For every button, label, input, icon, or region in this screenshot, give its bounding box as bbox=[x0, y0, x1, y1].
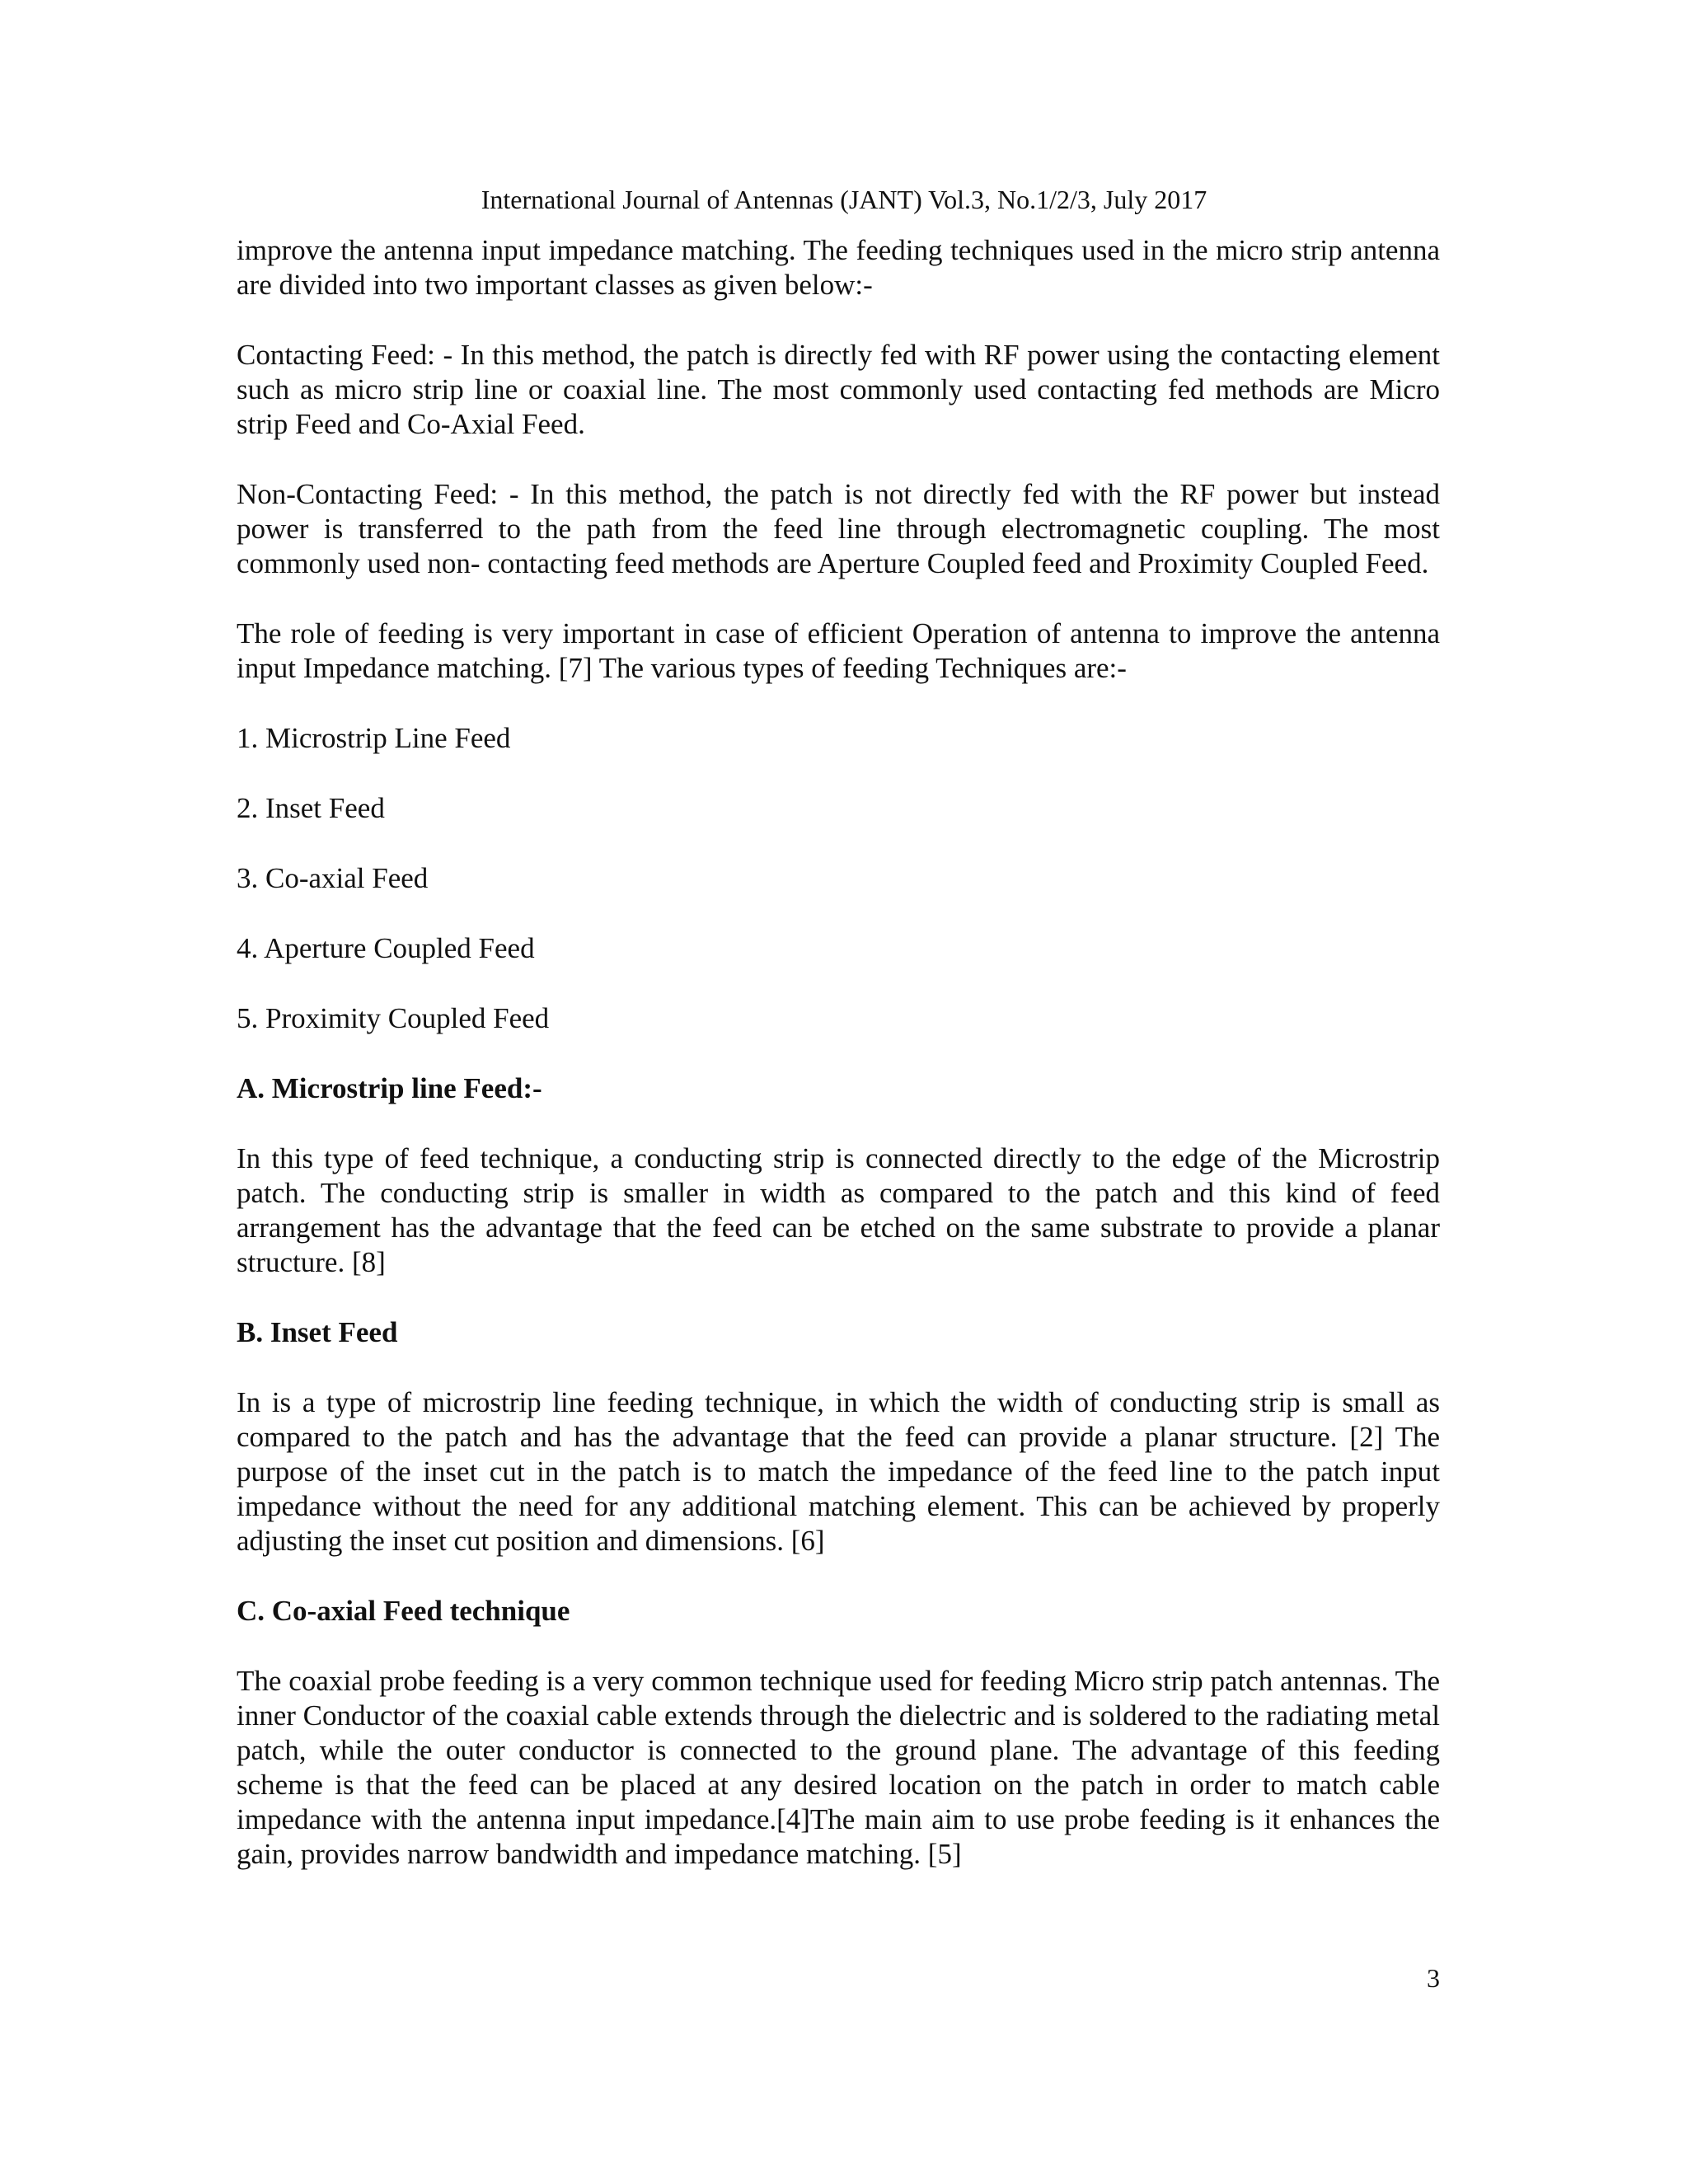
feeding-role-paragraph: The role of feeding is very important in case of efficient Operation of antenna to improve the antenna input Impedance matching. [7] The various types of feeding Techniques are:- bbox=[237, 617, 1440, 684]
list-item: 2. Inset Feed bbox=[237, 792, 385, 824]
contacting-feed-paragraph: Contacting Feed: - In this method, the patch is directly fed with RF power using the contacting element such as micro strip line or coaxial line. The most commonly used contacting fed methods are Micro strip Feed and Co-Axial Feed. bbox=[237, 339, 1440, 440]
section-heading-inset: B. Inset Feed bbox=[237, 1316, 398, 1348]
section-body-inset: In is a type of microstrip line feeding technique, in which the width of conducting strip is small as compared to the patch and has the advantage that the feed can provide a planar structure. [2] The purpose of the inset cut in the patch is to match the impedance of the feed line to the patch input impedance without the need for any additional matching element. This can be achieved by properly adjusting the inset cut position and dimensions. [6] bbox=[237, 1386, 1440, 1557]
section-body-microstrip: In this type of feed technique, a conducting strip is connected directly to the edge of the Microstrip patch. The conducting strip is smaller in width as compared to the patch and this kind of feed arrangement has the advantage that the feed can be etched on the same substrate to provide a planar structure. [8] bbox=[237, 1142, 1440, 1278]
list-item: 5. Proximity Coupled Feed bbox=[237, 1002, 550, 1034]
section-heading-microstrip: A. Microstrip line Feed:- bbox=[237, 1072, 542, 1104]
feed-types-list bbox=[237, 721, 1440, 1036]
intro-paragraph: improve the antenna input impedance matching. The feeding techniques used in the micro strip antenna are divided into two important classes as given below:- bbox=[237, 234, 1440, 301]
running-header: International Journal of Antennas (JANT) Vol.3, No.1/2/3, July 2017 bbox=[481, 185, 1207, 214]
non-contacting-feed-paragraph: Non-Contacting Feed: - In this method, the patch is not directly fed with the RF power but instead power is transferred to the path from the feed line through electromagnetic coupling. The most commonly used non- contacting feed methods are Aperture Coupled feed and Proximity Coupled Feed. bbox=[237, 478, 1440, 579]
section-body-coaxial: The coaxial probe feeding is a very common technique used for feeding Micro strip patch antennas. The inner Conductor of the coaxial cable extends through the dielectric and is soldered to the radiating metal patch, while the outer conductor is connected to the ground plane. The advantage of this feeding scheme is that the feed can be placed at any desired location on the patch in order to match cable impedance with the antenna input impedance.[4]The main aim to use probe feeding is it enhances the gain, provides narrow bandwidth and impedance matching. [5] bbox=[237, 1665, 1440, 1870]
list-item: 4. Aperture Coupled Feed bbox=[237, 932, 535, 964]
list-item: 1. Microstrip Line Feed bbox=[237, 722, 511, 754]
page-number: 3 bbox=[1427, 1963, 1440, 1993]
page-body bbox=[237, 233, 1440, 1872]
section-heading-coaxial: C. Co-axial Feed technique bbox=[237, 1595, 570, 1627]
list-item: 3. Co-axial Feed bbox=[237, 862, 429, 894]
